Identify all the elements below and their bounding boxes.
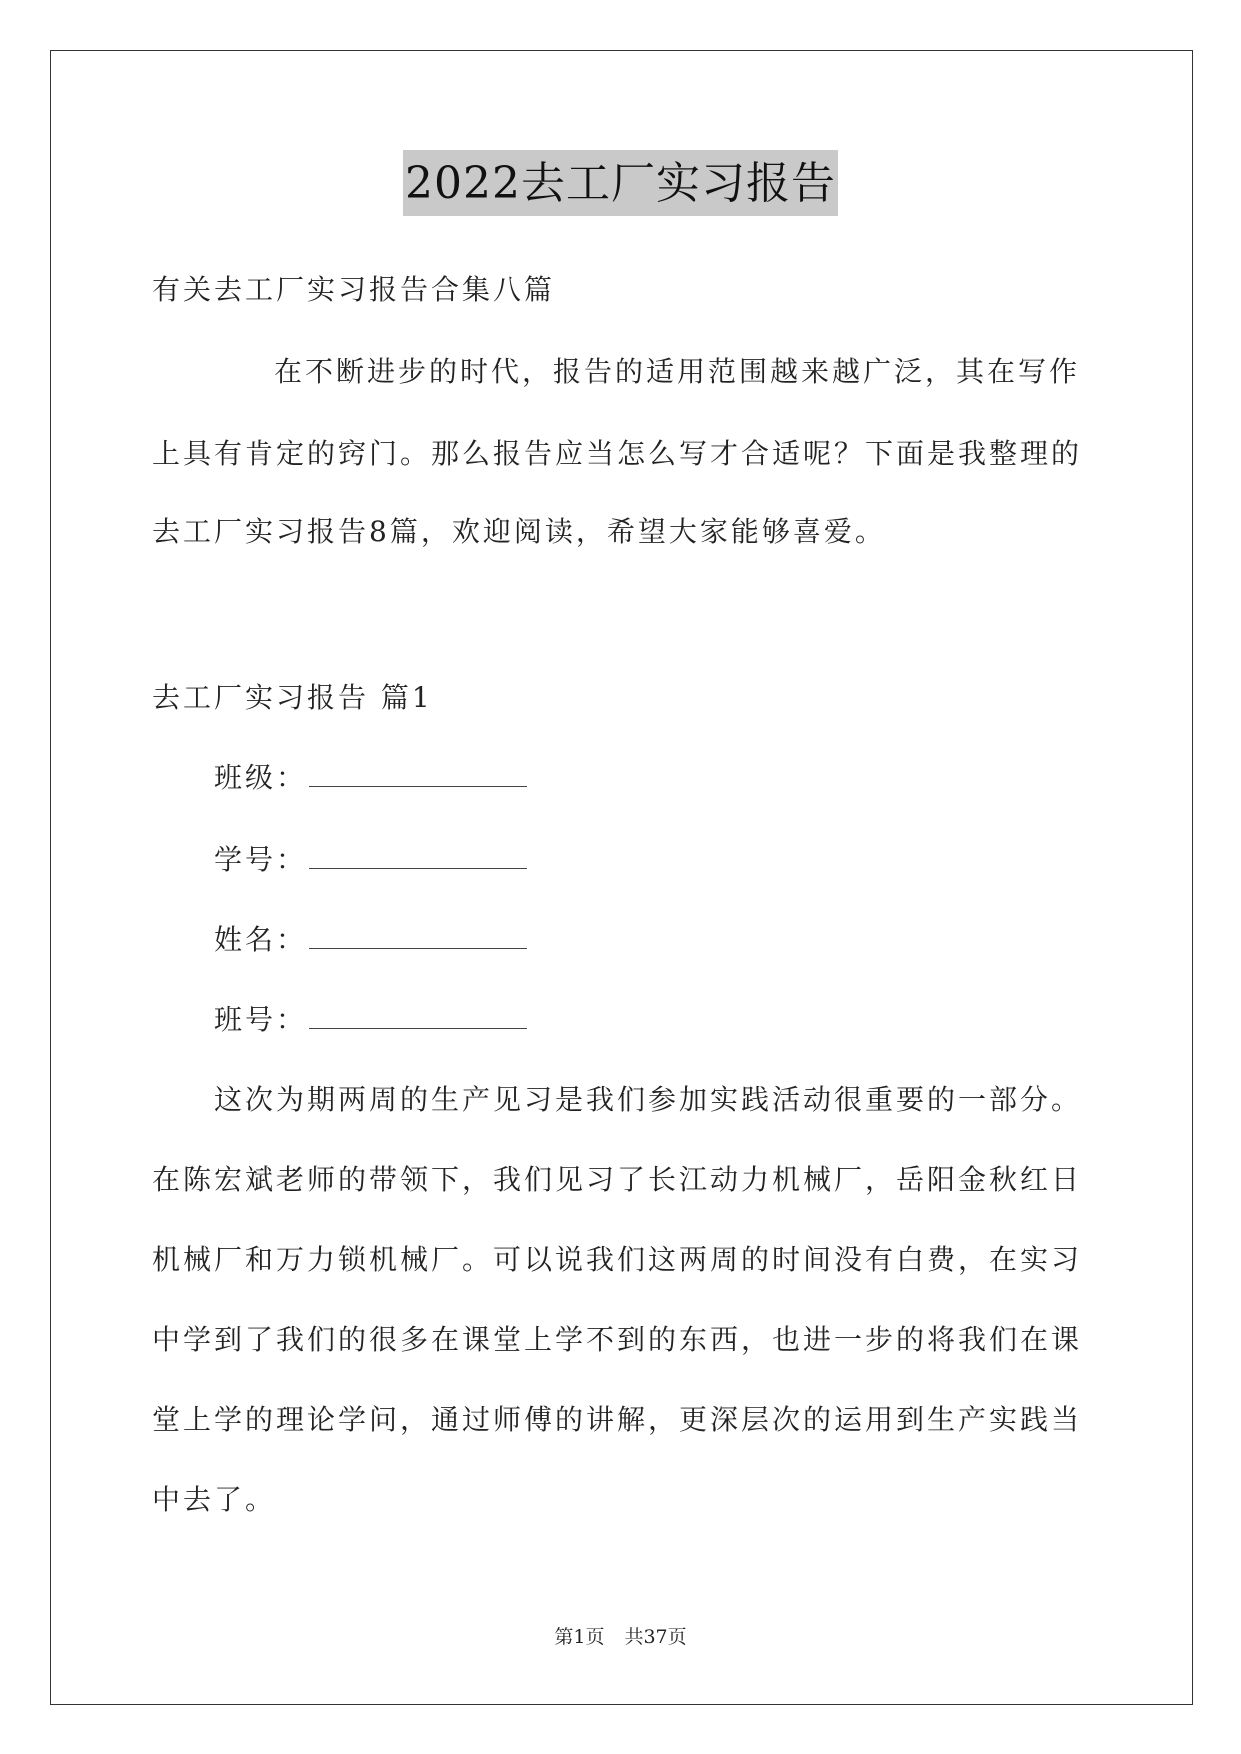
section-title: 去工厂实习报告 篇1 — [152, 681, 433, 714]
document-subtitle: 有关去工厂实习报告合集八篇 — [152, 273, 556, 306]
title-container — [0, 150, 1241, 216]
body-paragraph-line: 机械厂和万力锁机械厂。可以说我们这两周的时间没有白费，在实习 — [152, 1243, 1083, 1276]
body-paragraph-line: 这次为期两周的生产见习是我们参加实践活动很重要的一部分。 — [214, 1083, 1083, 1116]
class-field — [214, 758, 1154, 798]
class-number-blank-line — [309, 1002, 527, 1029]
name-label: 姓名： — [214, 923, 308, 956]
name-field — [214, 920, 1154, 960]
body-paragraph-line: 中去了。 — [152, 1483, 277, 1516]
class-number-label: 班号： — [214, 1003, 308, 1036]
student-id-field — [214, 840, 1154, 880]
intro-paragraph-line: 去工厂实习报告8篇，欢迎阅读，希望大家能够喜爱。 — [152, 515, 886, 548]
intro-paragraph-line: 在不断进步的时代，报告的适用范围越来越广泛，其在写作 — [274, 355, 1081, 388]
page-current: 第1页 — [554, 1626, 605, 1648]
page-footer — [0, 1622, 1241, 1649]
body-paragraph-line: 堂上学的理论学问，通过师傅的讲解，更深层次的运用到生产实践当 — [152, 1403, 1083, 1436]
class-label: 班级： — [214, 761, 308, 794]
student-id-blank-line — [309, 842, 527, 869]
intro-paragraph-line: 上具有肯定的窍门。那么报告应当怎么写才合适呢？下面是我整理的 — [152, 437, 1083, 470]
class-blank-line — [309, 760, 527, 787]
page-total: 共37页 — [624, 1626, 687, 1648]
class-number-field — [214, 1000, 1154, 1040]
student-id-label: 学号： — [214, 843, 308, 876]
body-paragraph-line: 在陈宏斌老师的带领下，我们见习了长江动力机械厂，岳阳金秋红日 — [152, 1163, 1083, 1196]
document-title: 2022去工厂实习报告 — [403, 150, 838, 216]
body-paragraph-line: 中学到了我们的很多在课堂上学不到的东西，也进一步的将我们在课 — [152, 1323, 1083, 1356]
name-blank-line — [309, 922, 527, 949]
